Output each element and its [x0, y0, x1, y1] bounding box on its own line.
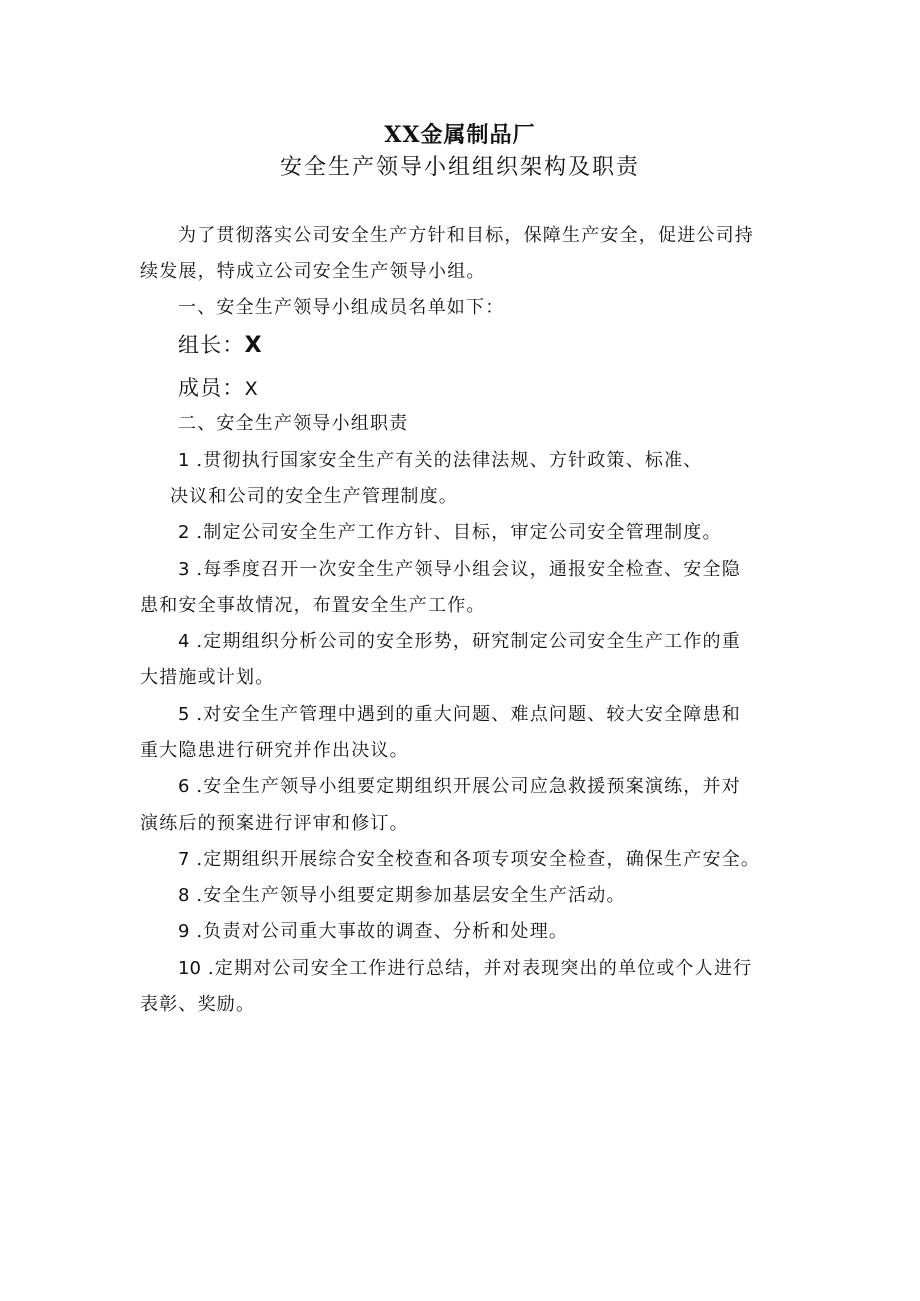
duty-number: 5 [178, 704, 190, 725]
members-label: 成员： [178, 376, 245, 400]
document-title: 安全生产领导小组组织架构及职责 [279, 155, 640, 180]
duty-text: .定期组织分析公司的安全形势，研究制定公司安全生产工作的重 [196, 631, 741, 652]
duty-text: .对安全生产管理中遇到的重大问题、难点问题、较大安全障患和 [196, 704, 741, 725]
leader-row [178, 334, 263, 357]
duty-item-5-line-1 [178, 704, 741, 726]
duty-text: .每季度召开一次安全生产领导小组会议，通报安全检查、安全隐 [196, 559, 741, 580]
duty-item-4-line-2: 大措施或计划。 [140, 667, 275, 688]
duty-number: 10 [178, 958, 201, 979]
section1-heading: 一、安全生产领导小组成员名单如下： [178, 297, 505, 318]
duty-text: .贯彻执行国家安全生产有关的法律法规、方针政策、标准、 [196, 450, 703, 471]
duty-text: .定期组织开展综合安全校查和各项专项安全检查，确保生产安全。 [196, 849, 761, 870]
duty-item-9-line-1 [178, 921, 568, 943]
duty-number: 6 [178, 776, 190, 797]
duty-text: .负责对公司重大事故的调查、分析和处理。 [196, 921, 569, 942]
duty-item-5-line-2: 重大隐患进行研究并作出决议。 [140, 740, 409, 761]
leader-label: 组长： [178, 333, 245, 357]
duty-text: .安全生产领导小组要定期组织开展公司应急救援预案演练，并对 [196, 776, 741, 797]
duty-item-1-line-2: 决议和公司的安全生产管理制度。 [170, 486, 458, 507]
duty-item-10-line-1 [178, 958, 752, 980]
duty-item-3-line-2: 患和安全事故情况，布置安全生产工作。 [140, 595, 486, 616]
duty-item-10-line-2: 表彰、奖励。 [140, 994, 256, 1015]
duty-number: 1 [178, 450, 190, 471]
section2-heading: 二、安全生产领导小组职责 [178, 413, 409, 434]
duty-item-6-line-2: 演练后的预案进行评审和修订。 [140, 813, 409, 834]
duty-item-7-line-1 [178, 849, 760, 871]
duty-item-6-line-1 [178, 776, 741, 798]
duty-text: .定期对公司安全工作进行总结，并对表现突出的单位或个人进行 [207, 958, 753, 979]
duty-number: 8 [178, 885, 190, 906]
leader-value: X [244, 333, 263, 358]
intro-line-2: 续发展，特成立公司安全生产领导小组。 [140, 261, 486, 282]
document-org-title: XX金属制品厂 [384, 122, 536, 148]
duty-item-2-line-1 [178, 522, 722, 544]
duty-number: 7 [178, 849, 190, 870]
members-row [178, 377, 259, 400]
duty-number: 3 [178, 559, 190, 580]
members-value: X [244, 378, 259, 400]
duty-number: 4 [178, 631, 190, 652]
duty-number: 2 [178, 522, 190, 543]
duty-text: .安全生产领导小组要定期参加基层安全生产活动。 [196, 885, 626, 906]
duty-item-8-line-1 [178, 885, 626, 907]
duty-item-4-line-1 [178, 631, 741, 653]
intro-line-1: 为了贯彻落实公司安全生产方针和目标，保障生产安全，促进公司持 [178, 225, 754, 246]
duty-text: .制定公司安全生产工作方针、目标，审定公司安全管理制度。 [196, 522, 722, 543]
duty-number: 9 [178, 921, 190, 942]
duty-item-3-line-1 [178, 559, 741, 581]
duty-item-1-line-1 [178, 450, 703, 472]
